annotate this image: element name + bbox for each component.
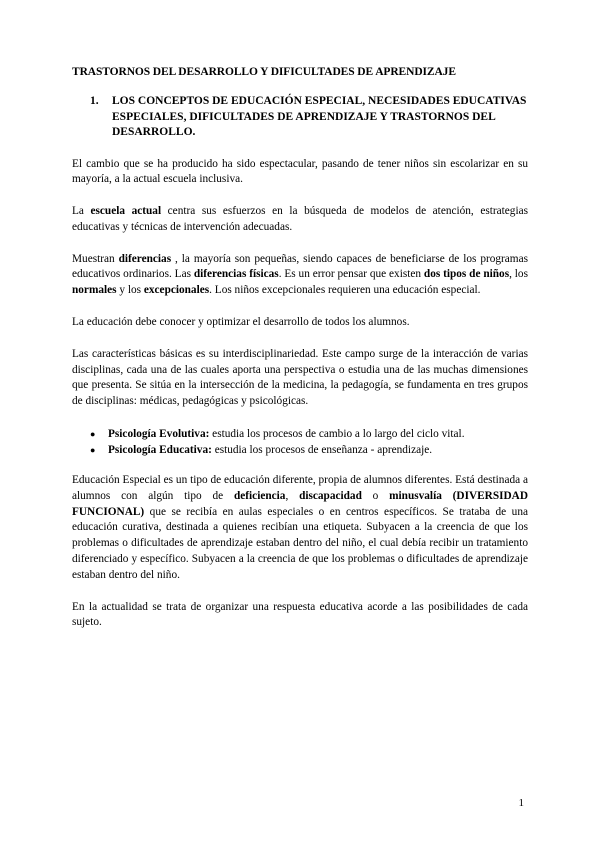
document-title: TRASTORNOS DEL DESARROLLO Y DIFICULTADES DE APRENDIZAJE [72, 66, 456, 78]
section-heading [90, 94, 528, 141]
bullet-icon: ● [90, 429, 96, 440]
paragraph-3: Muestran diferencias , la mayoría son pequeñas, siendo capaces de beneficiarse de los programas educativos ordinarios. Las diferencias físicas. Es un error pensar que existen dos tipos de niños, los normales y los excepcionales. Los niños excepcionales requieren una educación especial. [72, 252, 528, 297]
document-page [72, 66, 528, 647]
page-number: 1 [518, 797, 524, 809]
bullet-icon: ● [90, 445, 96, 456]
paragraph-4: La educación debe conocer y optimizar el desarrollo de todos los alumnos. [72, 316, 410, 329]
paragraph-6: Educación Especial es un tipo de educación diferente, propia de alumnos diferentes. Está destinada a alumnos con algún tipo de deficiencia, discapacidad o minusvalía (DIVERSIDAD FUNCIONAL) que se recibía en aulas especiales o en centros específicos. Se trataba de una educación curativa, destinada a quienes recibían una etiqueta. Subyacen a la creencia de que los problemas o dificultades de aprendizaje estaban dentro del niño, el cual debía recibir un tratamiento diferenciado y específico. Subyacen a la creencia de que los problemas o dificultades de aprendizaje estaban dentro del niño. [72, 474, 528, 581]
section-title: LOS CONCEPTOS DE EDUCACIÓN ESPECIAL, NECESIDADES EDUCATIVAS ESPECIALES, DIFICULTADES DE APRENDIZAJE Y TRASTORNOS DEL DESARROLLO. [112, 95, 527, 138]
bullet-list [72, 426, 528, 458]
paragraph-7: En la actualidad se trata de organizar una respuesta educativa acorde a las posibilidades de cada sujeto. [72, 600, 528, 629]
paragraph-5: Las características básicas es su interdisciplinariedad. Este campo surge de la interacción de varias disciplinas, cada una de las cuales aporta una perspectiva o estudia una de las muchas dimensiones que presenta. Se sitúa en la intersección de la medicina, la pedagogía, se fundamenta en tres grupos de disciplinas: médicas, pedagógicas y psicológicas. [72, 347, 528, 408]
section-number: 1. [90, 95, 99, 107]
paragraph-1: El cambio que se ha producido ha sido espectacular, pasando de tener niños sin escolarizar en su mayoría, a la actual escuela inclusiva. [72, 157, 528, 186]
list-item: ● Psicología Educativa: estudia los procesos de enseñanza - aprendizaje. [90, 444, 433, 457]
list-item: ● Psicología Evolutiva: estudia los procesos de cambio a lo largo del ciclo vital. [90, 428, 465, 441]
paragraph-2: La escuela actual centra sus esfuerzos en la búsqueda de modelos de atención, estrategias educativas y técnicas de intervención adecuadas. [72, 205, 529, 233]
